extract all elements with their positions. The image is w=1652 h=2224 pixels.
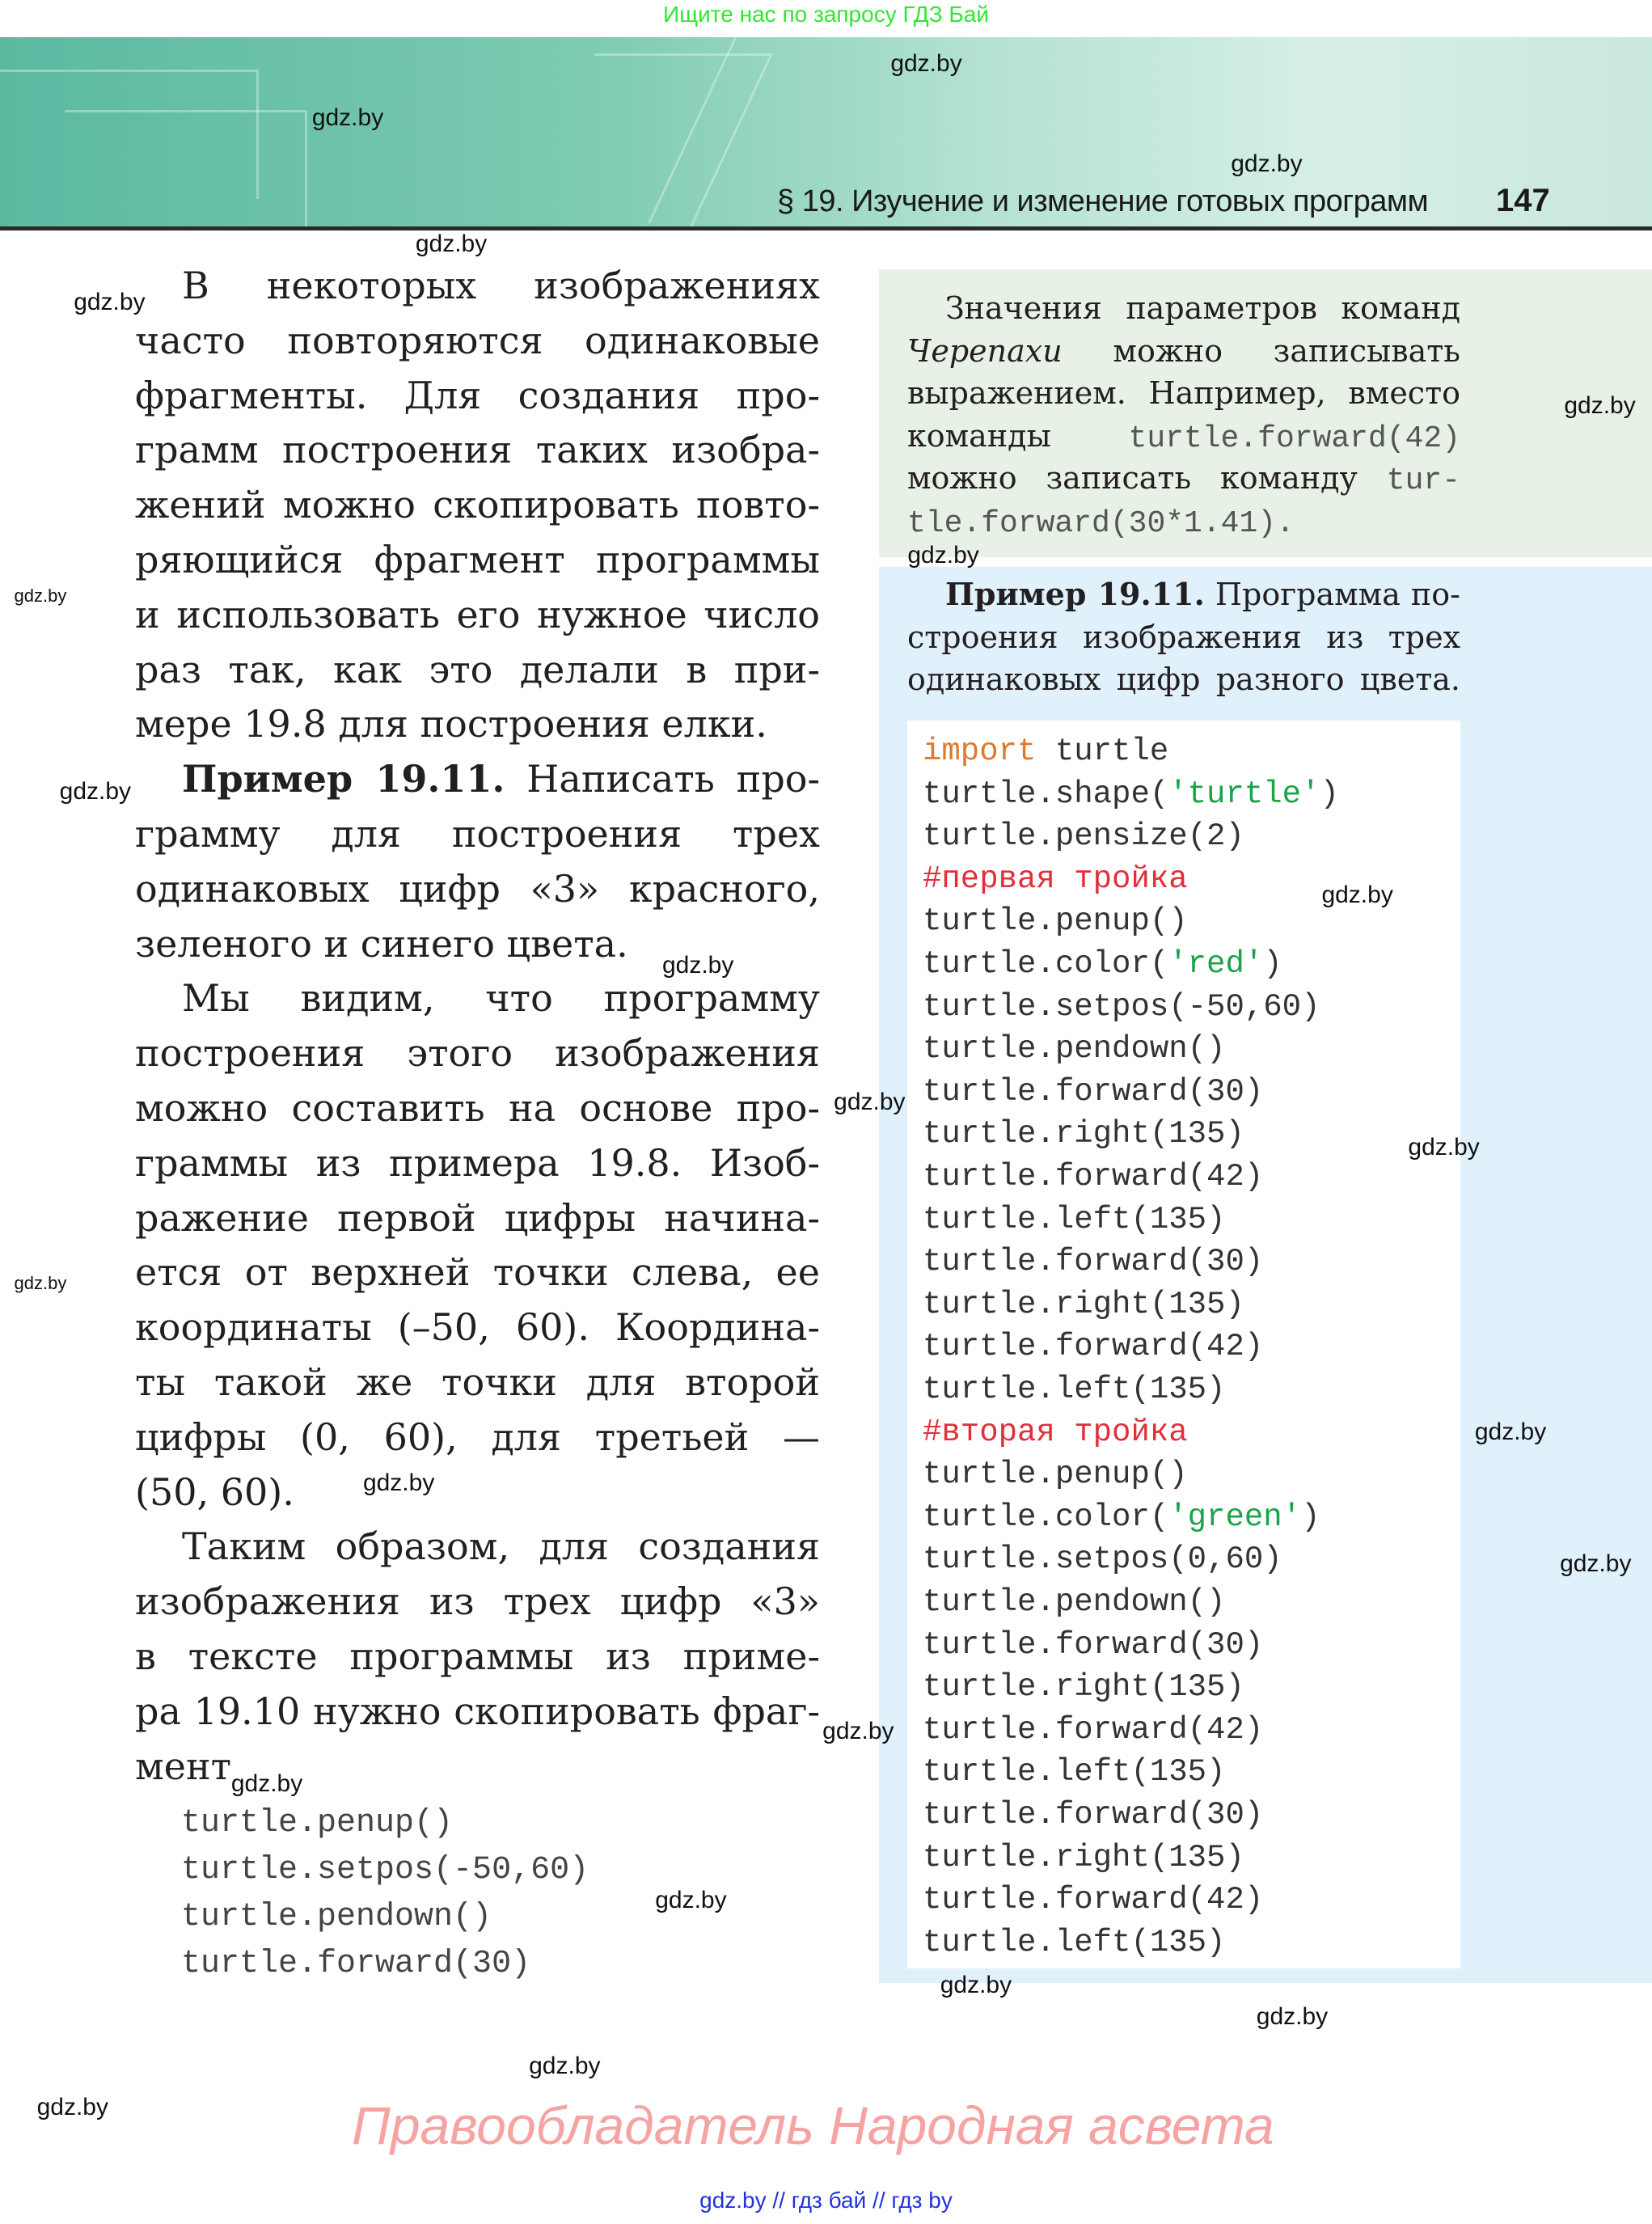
text-segment: turtle.left(135)	[923, 1924, 1226, 1960]
watermark-text: gdz.by	[1560, 1550, 1632, 1578]
code-line	[923, 730, 1168, 772]
text-line	[182, 752, 820, 806]
code-line	[923, 1538, 1282, 1580]
text-segment: turtle.forward(30)	[923, 1626, 1264, 1663]
text-segment: turtle.right(135)	[923, 1839, 1244, 1875]
watermark-text: gdz.by	[1256, 2002, 1329, 2030]
watermark-text: gdz.by	[74, 288, 146, 315]
text-segment: turtle.setpos(0,60)	[923, 1541, 1282, 1578]
text-segment: turtle.left(135)	[923, 1754, 1226, 1791]
code-line	[923, 1879, 1263, 1921]
code-line: turtle.penup()	[181, 1805, 454, 1841]
code-line	[923, 1241, 1263, 1283]
text-line	[135, 1410, 820, 1465]
text-segment: ряющийся фрагмент программы	[135, 538, 820, 581]
watermark-text: gdz.by	[529, 2053, 601, 2080]
text-line	[135, 1355, 820, 1410]
code-line: turtle.forward(30)	[181, 1946, 531, 1982]
text-segment: В некоторых изображениях	[182, 264, 820, 307]
code-line	[923, 1496, 1320, 1538]
text-line	[135, 588, 820, 642]
text-segment: turtle.left(135)	[923, 1372, 1226, 1407]
code-line	[923, 1624, 1263, 1666]
text-segment: строения изображения из трех	[907, 619, 1460, 655]
text-line	[135, 1575, 820, 1629]
code-line	[923, 1666, 1244, 1708]
code-line	[923, 1326, 1263, 1368]
footer-links[interactable]: gdz.by // гдз бай // гдз by	[699, 2188, 953, 2213]
text-segment: грамму для построения трех	[135, 812, 820, 856]
text-line	[135, 1300, 820, 1355]
text-segment: одинаковых цифр разного цвета.	[907, 662, 1460, 698]
text-segment: turtle.shape(	[923, 776, 1169, 812]
text-segment: ражение первой цифры начина-	[135, 1195, 820, 1240]
text-segment: 'green'	[1168, 1499, 1302, 1535]
example-line	[907, 658, 1460, 700]
chapter-title: § 19. Изучение и изменение готовых программ	[777, 184, 1429, 218]
text-line	[135, 807, 820, 861]
text-line	[135, 1136, 820, 1190]
text-segment: tle.forward(30*1.41).	[907, 506, 1295, 541]
code-line	[923, 1922, 1225, 1964]
text-segment: #вторая тройка	[923, 1414, 1188, 1450]
text-line	[135, 1191, 820, 1245]
code-line	[923, 1071, 1263, 1113]
code-line	[923, 1837, 1244, 1879]
text-segment: построения этого изображения	[135, 1031, 820, 1076]
text-segment: раз так, как это делали в при-	[135, 647, 820, 691]
code-line	[923, 943, 1282, 985]
code-line	[923, 1283, 1244, 1326]
watermark-text: gdz.by	[655, 1886, 727, 1913]
text-line	[135, 1026, 820, 1080]
text-segment: команды	[907, 417, 1129, 454]
header-divider	[0, 226, 1652, 230]
text-line	[135, 1465, 294, 1520]
text-segment: жений можно скопировать повто-	[135, 483, 820, 527]
example-line	[945, 573, 1460, 615]
watermark-text: gdz.by	[362, 1469, 435, 1497]
text-segment: turtle.forward(42)	[923, 1882, 1264, 1918]
code-line	[923, 900, 1188, 942]
text-segment: ра 19.10 нужно скопировать фраг-	[135, 1689, 820, 1733]
watermark-text: gdz.by	[36, 2093, 108, 2120]
watermark-text: gdz.by	[940, 1972, 1012, 1999]
search-hint: Ищите нас по запросу ГДЗ Бай	[662, 2, 990, 27]
code-line	[923, 986, 1320, 1028]
text-line	[135, 862, 820, 916]
text-segment: (50, 60).	[135, 1469, 294, 1514]
text-line	[135, 1685, 820, 1739]
text-segment: turtle.penup()	[923, 903, 1188, 940]
note-line	[945, 287, 1460, 329]
code-line	[923, 1368, 1225, 1410]
text-segment: turtle.forward(42)	[923, 1159, 1264, 1194]
text-segment: Черепахи	[907, 332, 1063, 369]
text-segment: turtle.color(	[923, 946, 1169, 982]
text-segment: turtle.color(	[923, 1499, 1169, 1535]
code-line	[923, 815, 1244, 857]
text-segment: turtle.forward(30)	[923, 1244, 1264, 1280]
text-segment: 'turtle'	[1168, 776, 1320, 812]
text-segment: в тексте программы из приме-	[135, 1634, 820, 1678]
text-line	[182, 1520, 820, 1574]
watermark-text: gdz.by	[415, 230, 488, 257]
text-segment: turtle	[1036, 734, 1169, 769]
text-segment: turtle.forward(30)	[923, 1797, 1264, 1833]
text-segment: turtle.forward(42)	[1128, 421, 1460, 456]
text-segment: turtle.pendown()	[923, 1584, 1226, 1620]
note-line	[907, 457, 1460, 499]
code-line	[923, 1113, 1244, 1155]
text-segment: ты такой же точки для второй	[135, 1360, 820, 1404]
text-segment: мент	[135, 1744, 232, 1788]
text-line	[135, 697, 767, 751]
page-number: 147	[1496, 183, 1550, 218]
text-segment: turtle.right(135)	[923, 1669, 1244, 1706]
code-line	[923, 858, 1188, 900]
text-segment: Значения параметров команд	[945, 290, 1460, 326]
text-line	[182, 971, 820, 1025]
text-segment: turtle.setpos(-50,60)	[923, 988, 1320, 1025]
text-segment: turtle.penup()	[923, 1457, 1188, 1493]
note-line	[907, 500, 1295, 542]
watermark-text: gdz.by	[822, 1718, 894, 1745]
watermark-text: gdz.by	[59, 777, 132, 805]
code-line	[923, 773, 1339, 815]
text-segment: #первая тройка	[923, 860, 1188, 897]
note-line	[907, 372, 1460, 414]
note-line	[907, 415, 1460, 457]
text-segment: turtle.forward(42)	[923, 1711, 1264, 1748]
text-segment: можно записывать	[1062, 332, 1460, 369]
text-segment: )	[1301, 1499, 1320, 1535]
text-segment: turtle.right(135)	[923, 1116, 1244, 1152]
text-segment: одинаковых цифр «3» красного,	[135, 866, 820, 911]
text-segment: и использовать его нужное число	[135, 592, 820, 636]
watermark-text: gdz.by	[311, 104, 384, 131]
watermark-text: gdz.by	[230, 1770, 303, 1798]
note-line	[907, 330, 1460, 372]
text-line	[135, 1740, 231, 1794]
code-line	[923, 1411, 1188, 1453]
text-segment: ется от верхней точки слева, ее	[135, 1250, 820, 1295]
code-line	[923, 1581, 1225, 1623]
watermark-text: gdz.by	[14, 585, 67, 606]
code-line	[923, 1709, 1263, 1751]
watermark-text: gdz.by	[834, 1088, 906, 1115]
text-line	[135, 314, 820, 368]
code-line	[923, 1453, 1188, 1495]
text-segment: turtle.left(135)	[923, 1201, 1226, 1237]
code-line: turtle.setpos(-50,60)	[181, 1852, 589, 1888]
text-line	[135, 1245, 820, 1300]
text-segment: Мы видим, что программу	[182, 976, 820, 1021]
text-line	[135, 369, 820, 423]
text-segment: мере 19.8 для построения елки.	[135, 702, 767, 746]
text-segment: координаты (–50, 60). Координа-	[135, 1305, 820, 1350]
watermark-text: gdz.by	[1474, 1419, 1547, 1446]
text-segment: Таким образом, для создания	[182, 1524, 820, 1569]
text-line	[135, 917, 628, 971]
text-segment: выражением. Например, вместо	[907, 375, 1460, 412]
code-line: turtle.pendown()	[181, 1899, 492, 1935]
text-segment: можно записать команду	[907, 460, 1387, 497]
text-segment: )	[1263, 946, 1282, 982]
text-segment: можно составить на основе про-	[135, 1086, 820, 1130]
text-segment: )	[1320, 776, 1339, 812]
text-line	[135, 1081, 820, 1135]
code-line	[923, 1028, 1225, 1070]
text-segment: Программа по-	[1204, 577, 1460, 612]
code-line	[923, 1751, 1225, 1793]
text-segment: tur-	[1386, 463, 1460, 499]
text-segment: turtle.forward(42)	[923, 1329, 1264, 1365]
code-line	[923, 1156, 1263, 1198]
text-segment: часто повторяются одинаковые	[135, 318, 820, 362]
text-segment: turtle.pensize(2)	[923, 818, 1244, 855]
text-segment: изображения из трех цифр «3»	[135, 1579, 820, 1624]
text-segment: turtle.pendown()	[923, 1031, 1226, 1068]
watermark-text: gdz.by	[661, 952, 734, 979]
text-line	[135, 423, 820, 477]
watermark-text: gdz.by	[1321, 881, 1393, 908]
text-line	[135, 533, 820, 587]
text-segment: грамм построения таких изобра-	[135, 428, 820, 472]
text-segment: turtle.forward(30)	[923, 1073, 1264, 1110]
text-segment: Написать про-	[505, 757, 821, 801]
text-segment: import	[923, 734, 1037, 769]
code-line	[923, 1199, 1225, 1241]
text-line	[182, 259, 820, 313]
circuit-trace-decoration	[65, 110, 307, 228]
watermark-text: gdz.by	[1231, 150, 1303, 178]
text-segment: цифры (0, 60), для третьей —	[135, 1414, 820, 1459]
watermark-text: gdz.by	[1564, 391, 1636, 419]
text-segment: Пример 19.11.	[182, 757, 505, 801]
text-segment: зеленого и синего цвета.	[135, 921, 628, 966]
watermark-text: gdz.by	[890, 49, 962, 77]
watermark-text: gdz.by	[14, 1273, 67, 1294]
text-segment: turtle.right(135)	[923, 1286, 1244, 1322]
watermark-text: gdz.by	[1408, 1133, 1480, 1161]
text-line	[135, 643, 820, 697]
text-segment: Пример 19.11.	[945, 576, 1205, 612]
code-line	[923, 1794, 1263, 1836]
example-line	[907, 616, 1460, 658]
text-segment: граммы из примера 19.8. Изоб-	[135, 1140, 820, 1185]
text-line	[135, 478, 820, 532]
watermark-text: gdz.by	[907, 542, 979, 569]
text-segment: 'red'	[1168, 946, 1264, 982]
text-segment: фрагменты. Для создания про-	[135, 373, 820, 417]
copyright-notice: Правообладатель Народная асвета	[352, 2095, 1274, 2155]
text-line	[135, 1630, 820, 1684]
